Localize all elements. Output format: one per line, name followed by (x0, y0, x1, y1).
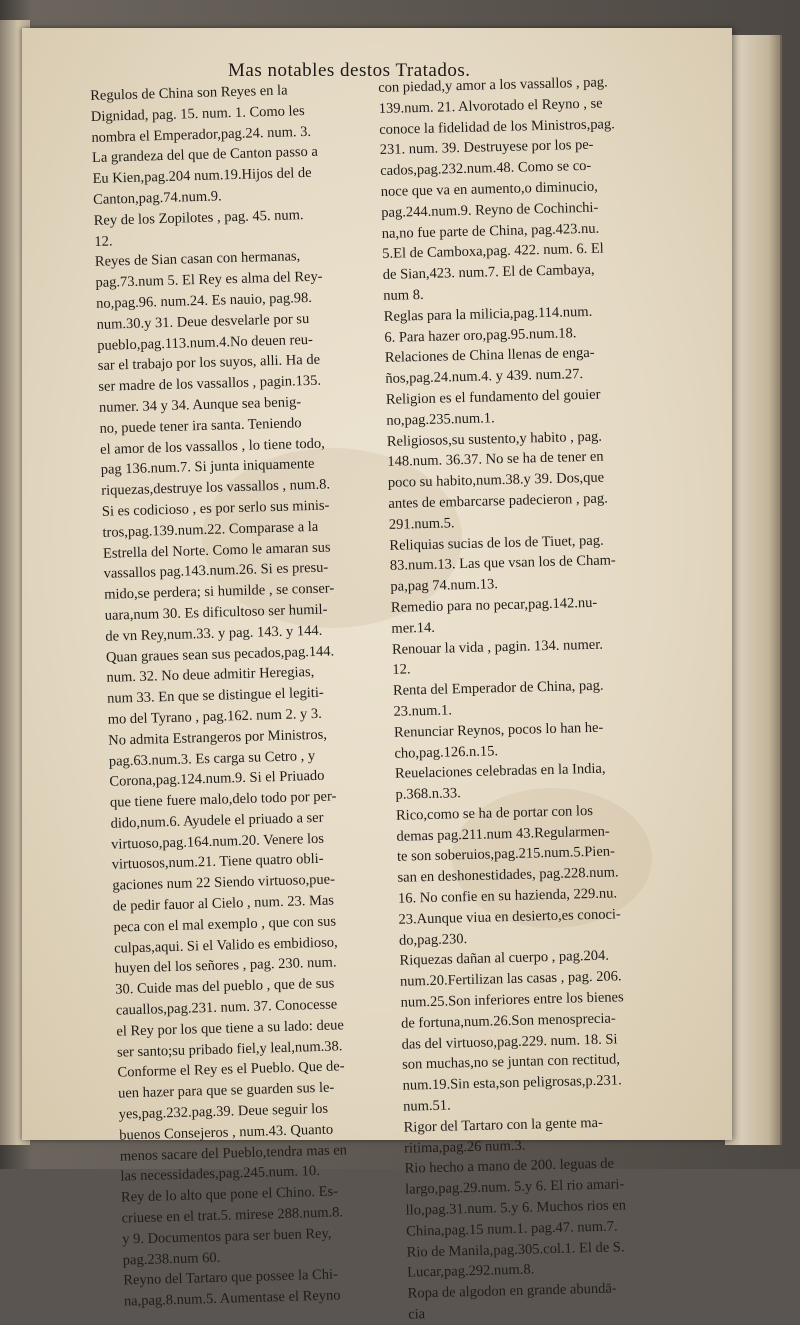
text-line: uara,num 30. Es dificultoso ser humil- (104, 601, 328, 624)
text-line: Renta del Emperador de China, pag. (392, 677, 604, 699)
text-line: Quan graues sean sus pecados,pag.144. (105, 642, 335, 666)
text-line: num.20.Fertilizan las casas , pag. 206. (399, 968, 622, 990)
text-line: 5.El de Camboxa,pag. 422. num. 6. El (382, 240, 604, 263)
text-line: 30. Cuide mas del pueblo , que de sus (115, 975, 335, 998)
text-line: pag.244.num.9. Reyno de Cochinchi- (381, 199, 599, 221)
text-line: pag.238.num 60. (122, 1249, 221, 1269)
text-line: p.368.n.33. (395, 785, 461, 803)
text-line: las necessidades,pag.245.num. 10. (120, 1163, 320, 1186)
text-line: num. 32. No deue admitir Heregias, (106, 664, 315, 687)
text-line: La grandeza del que de Canton passo a (91, 144, 319, 167)
text-line: Reliquias sucias de los de Tiuet, pag. (389, 532, 604, 554)
text-line: das del virtuoso,pag.229. num. 18. Si (401, 1031, 618, 1053)
text-line: dido,num.6. Ayudele el priuado a ser (110, 809, 324, 832)
text-line: Lucar,pag.292.num.8. (407, 1261, 535, 1282)
text-line: tros,pag.139.num.22. Comparase a la (102, 518, 319, 541)
page-stack-edge (725, 35, 782, 1145)
text-line: Riquezas dañan al cuerpo , pag.204. (399, 948, 610, 970)
text-line: Si es codicioso , es por serlo sus minis- (101, 497, 330, 520)
text-line: Rigor del Tartaro con la gente ma- (403, 1114, 604, 1136)
text-line: Rio hecho a mano de 200. leguas de (404, 1155, 615, 1178)
text-line: num.19.Sin esta,son peligrosas,p.231. (402, 1072, 622, 1094)
text-line: el amor de los vassallos , lo tiene todo, (99, 435, 326, 458)
text-line: mer.14. (391, 619, 436, 637)
text-line: Conforme el Rey es el Pueblo. Que de- (117, 1058, 345, 1082)
text-line: pa,pag 74.num.13. (390, 576, 499, 595)
text-line: do,pag.230. (398, 930, 468, 949)
running-head: Mas notables destos Tratados. (228, 60, 471, 81)
text-line: mo del Tyrano , pag.162. num 2. y 3. (107, 705, 323, 728)
text-line: 83.num.13. Las que vsan los de Cham- (389, 552, 616, 575)
text-line: el Rey por los que tiene a su lado: deue (116, 1017, 345, 1040)
text-line: cauallos,pag.231. num. 37. Conocesse (115, 996, 338, 1019)
left-text-column (90, 78, 419, 1313)
text-line: Religiosos,su sustento,y habito , pag. (386, 428, 603, 450)
text-line: num.25.Son inferiores entre los bienes (400, 989, 624, 1011)
text-line: uen hazer para que se guarden sus le- (117, 1079, 335, 1102)
text-line: demas pag.211.num 43.Regularmen- (396, 823, 610, 845)
text-line: noce que va en aumento,o diminucio, (380, 178, 598, 200)
text-line: Renunciar Reynos, pocos lo han he- (393, 719, 604, 741)
text-line: poco su habito,num.38.y 39. Dos,que (387, 469, 605, 492)
text-line: Reyno del Tartaro que possee la Chi- (123, 1266, 339, 1289)
text-line: ser santo;su pribado fiel,y leal,num.38. (116, 1037, 343, 1061)
text-line: virtuosos,num.21. Tiene quatro obli- (111, 851, 324, 874)
text-line: Rey de lo alto que pone el Chino. Es- (120, 1183, 339, 1206)
text-line: ritima,pag.26 num.3. (403, 1137, 526, 1157)
text-line: cho,pag.126.n.15. (394, 742, 499, 762)
text-line: gaciones num 22 Siendo virtuoso,pue- (112, 871, 336, 894)
text-line: Canton,pag.74.num.9. (92, 188, 222, 208)
text-line: Relaciones de China llenas de enga- (384, 345, 595, 367)
text-line: Regulos de China son Reyes en la (90, 82, 288, 104)
text-line: de fortuna,num.26.Son menospreciа- (400, 1010, 616, 1032)
text-line: Rio de Manila,pag.305.col.1. El de S. (406, 1238, 625, 1261)
text-line: no, puede tener ira santa. Teniendo (99, 414, 302, 437)
text-line: Rey de los Zopilotes , pag. 45. num. (93, 206, 304, 229)
text-line: y 9. Documentos para ser buen Rey, (121, 1225, 332, 1248)
text-line: huyen del los señores , pag. 230. num. (114, 954, 337, 978)
text-line: 16. No confie en su hazienda, 229.nu. (397, 885, 618, 907)
text-line: 23.Aunque viua en desierto,es conoci- (398, 906, 621, 928)
text-line: menos sacare del Pueblo,tendra mas en (119, 1141, 348, 1165)
text-line: buenos Consejeros , num.43. Quanto (119, 1121, 334, 1144)
text-line: 291.num.5. (388, 514, 455, 533)
text-line: no,pag.235.num.1. (386, 410, 495, 429)
text-line: culpas,aqui. Si el Valido es embidioso, (113, 934, 338, 957)
text-line: riquezas,destruye los vassallos , num.8. (101, 476, 331, 499)
text-line: antes de embarcarse padecieron , pag. (388, 490, 608, 512)
text-line: de vn Rey,num.33. y pag. 143. y 144. (105, 622, 323, 645)
text-line: 23.num.1. (393, 702, 453, 720)
text-line: Rico,como se ha de portar con los (395, 802, 594, 824)
text-line: de pedir fauor al Cielo , num. 23. Mas (112, 892, 335, 915)
text-line: llo,pag.31.num. 5.y 6. Muchos rios en (405, 1197, 627, 1219)
text-line: numer. 34 y 34. Aunque sea benig- (98, 394, 302, 416)
text-line: conoce la fidelidad de los Ministros,pag. (379, 115, 615, 138)
text-line: pag.73.num 5. El Rey es alma del Rey- (95, 268, 323, 292)
right-text-column (378, 70, 728, 1325)
text-line: Corona,pag.124.num.9. Si el Priuado (109, 768, 325, 791)
text-line: mido,se perdera; si humilde , se conser- (103, 580, 335, 603)
text-line: virtuoso,pag.164.num.20. Venere los (110, 830, 325, 853)
text-line: san en deshonestidades, pag.228.num. (397, 864, 619, 887)
text-line: largo,pag.29.num. 5.y 6. El rio amari- (404, 1176, 625, 1198)
text-line: Reuelaciones celebradas en la India, (394, 760, 606, 783)
text-line: pueblo,pag.113.num.4.No deuen reu- (97, 331, 314, 354)
text-line: nombra el Emperador,pag.24. num. 3. (91, 123, 312, 146)
text-line: 12. (94, 233, 113, 250)
text-line: 231. num. 39. Destruyese por los pe- (379, 137, 594, 159)
text-line: China,pag.15 num.1. pag.47. num.7. (405, 1218, 618, 1240)
text-line: 139.num. 21. Alvorotado el Reyno , se (378, 95, 603, 117)
text-line: pag 136.num.7. Si junta iniquamente (100, 456, 315, 479)
text-line: cados,pag.232.num.48. Como se co- (380, 158, 592, 180)
text-line: Remedio para no pecar,pag.142.nu- (390, 594, 598, 616)
text-line: ños,pag.24.num.4. y 439. num.27. (385, 366, 584, 388)
text-line: te son soberuios,pag.215.num.5.Pien- (396, 843, 616, 866)
text-line: con piedad,y amor a los vassallos , pag. (378, 74, 608, 96)
text-line: num.30.y 31. Deue desvelarle por su (96, 310, 310, 333)
text-line: no,pag.96. num.24. Es nauio, pag.98. (95, 289, 313, 312)
text-line: num.51. (402, 1097, 451, 1115)
text-line: num 8. (383, 286, 424, 304)
text-line: pag.63.num.3. Es carga su Cetro , y (108, 747, 316, 770)
text-line: 12. (392, 661, 411, 679)
text-line: Reglas para la milicia,pag.114.num. (383, 303, 593, 325)
text-line: Eu Kien,pag.204 num.19.Hijos del de (92, 165, 312, 188)
text-line: Renouar la vida , pagin. 134. numer. (391, 636, 604, 658)
text-line: 6. Para hazer oro,pag.95.num.18. (384, 324, 577, 346)
text-line: na,pag.8.num.5. Aumentase el Reyno (123, 1287, 341, 1310)
text-line: Dignidad, pag. 15. num. 1. Como les (90, 102, 305, 125)
text-line: na,no fue parte de China, pag.423.nu. (381, 220, 600, 242)
text-line: Religion es el fundamento del gouier (385, 386, 601, 408)
text-line: No admita Estrangeros por Ministros, (108, 726, 328, 749)
text-line: sar el trabajo por los suyos, alli. Ha de (97, 352, 321, 375)
text-line: ser madre de los vassallos , pagin.135. (98, 372, 322, 396)
text-line: peca con el mal exemplo , que con sus (113, 913, 337, 936)
text-line: de Sian,423. num.7. El de Cambaya, (382, 261, 595, 284)
text-line: num 33. En que se distingue el legiti- (106, 684, 324, 707)
text-line: criuese en el trat.5. mirese 288.num.8. (121, 1204, 344, 1227)
text-line: Ropa de algodon en grande abundā- (407, 1280, 617, 1302)
text-line: cia (408, 1306, 426, 1323)
text-line: son muchas,no se juntan con rectitud, (401, 1051, 621, 1074)
text-line: 148.num. 36.37. No se ha de tener en (387, 448, 604, 471)
text-line: yes,pag.232.pag.39. Deue seguir los (118, 1100, 329, 1123)
text-line: que tiene fuere malo,delo todo por per- (109, 788, 337, 811)
text-line: Estrella del Norte. Como le amaran sus (102, 538, 331, 562)
text-line: Reyes de Sian casan con hermanas, (94, 248, 301, 271)
text-line: vassallos pag.143.num.26. Si es presu- (103, 559, 329, 583)
